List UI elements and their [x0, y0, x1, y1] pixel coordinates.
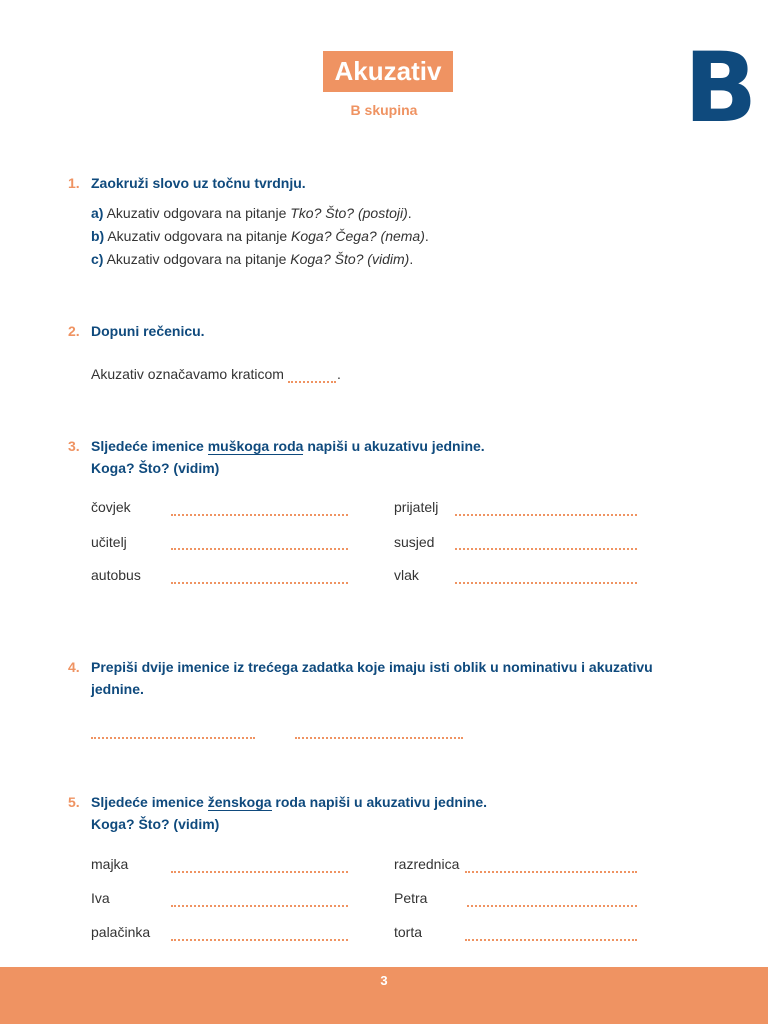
- question-1-option-a[interactable]: [91, 205, 412, 221]
- answer-blank[interactable]: [171, 548, 348, 550]
- option-question: Tko? Što? (postoji): [290, 205, 408, 221]
- answer-blank[interactable]: [171, 905, 348, 907]
- page-title: Akuzativ: [323, 51, 453, 92]
- word-label: majka: [91, 856, 129, 872]
- prompt-text: napiši u akuzativu jednine.: [303, 438, 485, 454]
- word-label: Iva: [91, 890, 110, 906]
- prompt-text: roda napiši u akuzativu jednine.: [271, 794, 488, 810]
- question-3-number: 3.: [68, 438, 80, 454]
- question-2-end: .: [337, 366, 341, 382]
- word-label: učitelj: [91, 534, 127, 550]
- word-label: vlak: [394, 567, 419, 583]
- page-number: 3: [380, 973, 388, 988]
- question-2-sentence: Akuzativ označavamo kraticom: [91, 366, 284, 382]
- prompt-text: jednine.: [91, 681, 144, 697]
- question-4-prompt: [91, 656, 711, 700]
- prompt-text: Sljedeće imenice: [91, 438, 208, 454]
- answer-blank[interactable]: [171, 582, 348, 584]
- question-5-number: 5.: [68, 794, 80, 810]
- answer-blank[interactable]: [455, 582, 637, 584]
- word-label: susjed: [394, 534, 435, 550]
- answer-blank[interactable]: [171, 871, 348, 873]
- prompt-question: Koga? Što? (vidim): [91, 816, 220, 832]
- prompt-text: Prepiši dvije imenice iz trećega zadatka koje imaju isti oblik u nominativu i akuzativu: [91, 659, 653, 675]
- option-text: Akuzativ odgovara na pitanje: [103, 205, 291, 221]
- question-2-number: 2.: [68, 323, 80, 339]
- option-end: .: [424, 228, 429, 244]
- page-subtitle: B skupina: [350, 102, 418, 118]
- question-2-answer-blank[interactable]: [288, 381, 336, 383]
- question-2-prompt: Dopuni rečenicu.: [91, 323, 205, 339]
- word-label: Petra: [394, 890, 428, 906]
- word-label: razrednica: [394, 856, 460, 872]
- option-text: Akuzativ odgovara na pitanje: [104, 228, 292, 244]
- group-letter: B: [684, 32, 756, 144]
- question-1-option-b[interactable]: [91, 228, 429, 244]
- question-4-number: 4.: [68, 659, 80, 675]
- option-end: .: [409, 251, 414, 267]
- answer-blank[interactable]: [91, 737, 255, 739]
- option-letter: a): [91, 205, 104, 221]
- option-letter: c): [91, 251, 104, 267]
- option-letter: b): [91, 228, 105, 244]
- question-1-prompt: Zaokruži slovo uz točnu tvrdnju.: [91, 175, 306, 191]
- option-question: Koga? Što? (vidim): [290, 251, 410, 267]
- answer-blank[interactable]: [295, 737, 463, 739]
- prompt-underlined: muškoga roda: [207, 438, 304, 454]
- prompt-underlined: ženskoga: [207, 794, 272, 810]
- answer-blank[interactable]: [467, 905, 637, 907]
- question-1-option-c[interactable]: [91, 251, 413, 267]
- option-question: Koga? Čega? (nema): [291, 228, 425, 244]
- word-label: prijatelj: [394, 499, 439, 515]
- answer-blank[interactable]: [465, 871, 637, 873]
- prompt-question: Koga? Što? (vidim): [91, 460, 220, 476]
- question-3-prompt: [91, 435, 691, 479]
- prompt-text: Sljedeće imenice: [91, 794, 208, 810]
- answer-blank[interactable]: [455, 514, 637, 516]
- option-text: Akuzativ odgovara na pitanje: [103, 251, 291, 267]
- question-1-number: 1.: [68, 175, 80, 191]
- word-label: torta: [394, 924, 423, 940]
- answer-blank[interactable]: [171, 514, 348, 516]
- answer-blank[interactable]: [171, 939, 348, 941]
- option-end: .: [407, 205, 412, 221]
- word-label: palačinka: [91, 924, 151, 940]
- answer-blank[interactable]: [465, 939, 637, 941]
- question-5-prompt: [91, 791, 691, 835]
- answer-blank[interactable]: [455, 548, 637, 550]
- word-label: čovjek: [91, 499, 131, 515]
- word-label: autobus: [91, 567, 141, 583]
